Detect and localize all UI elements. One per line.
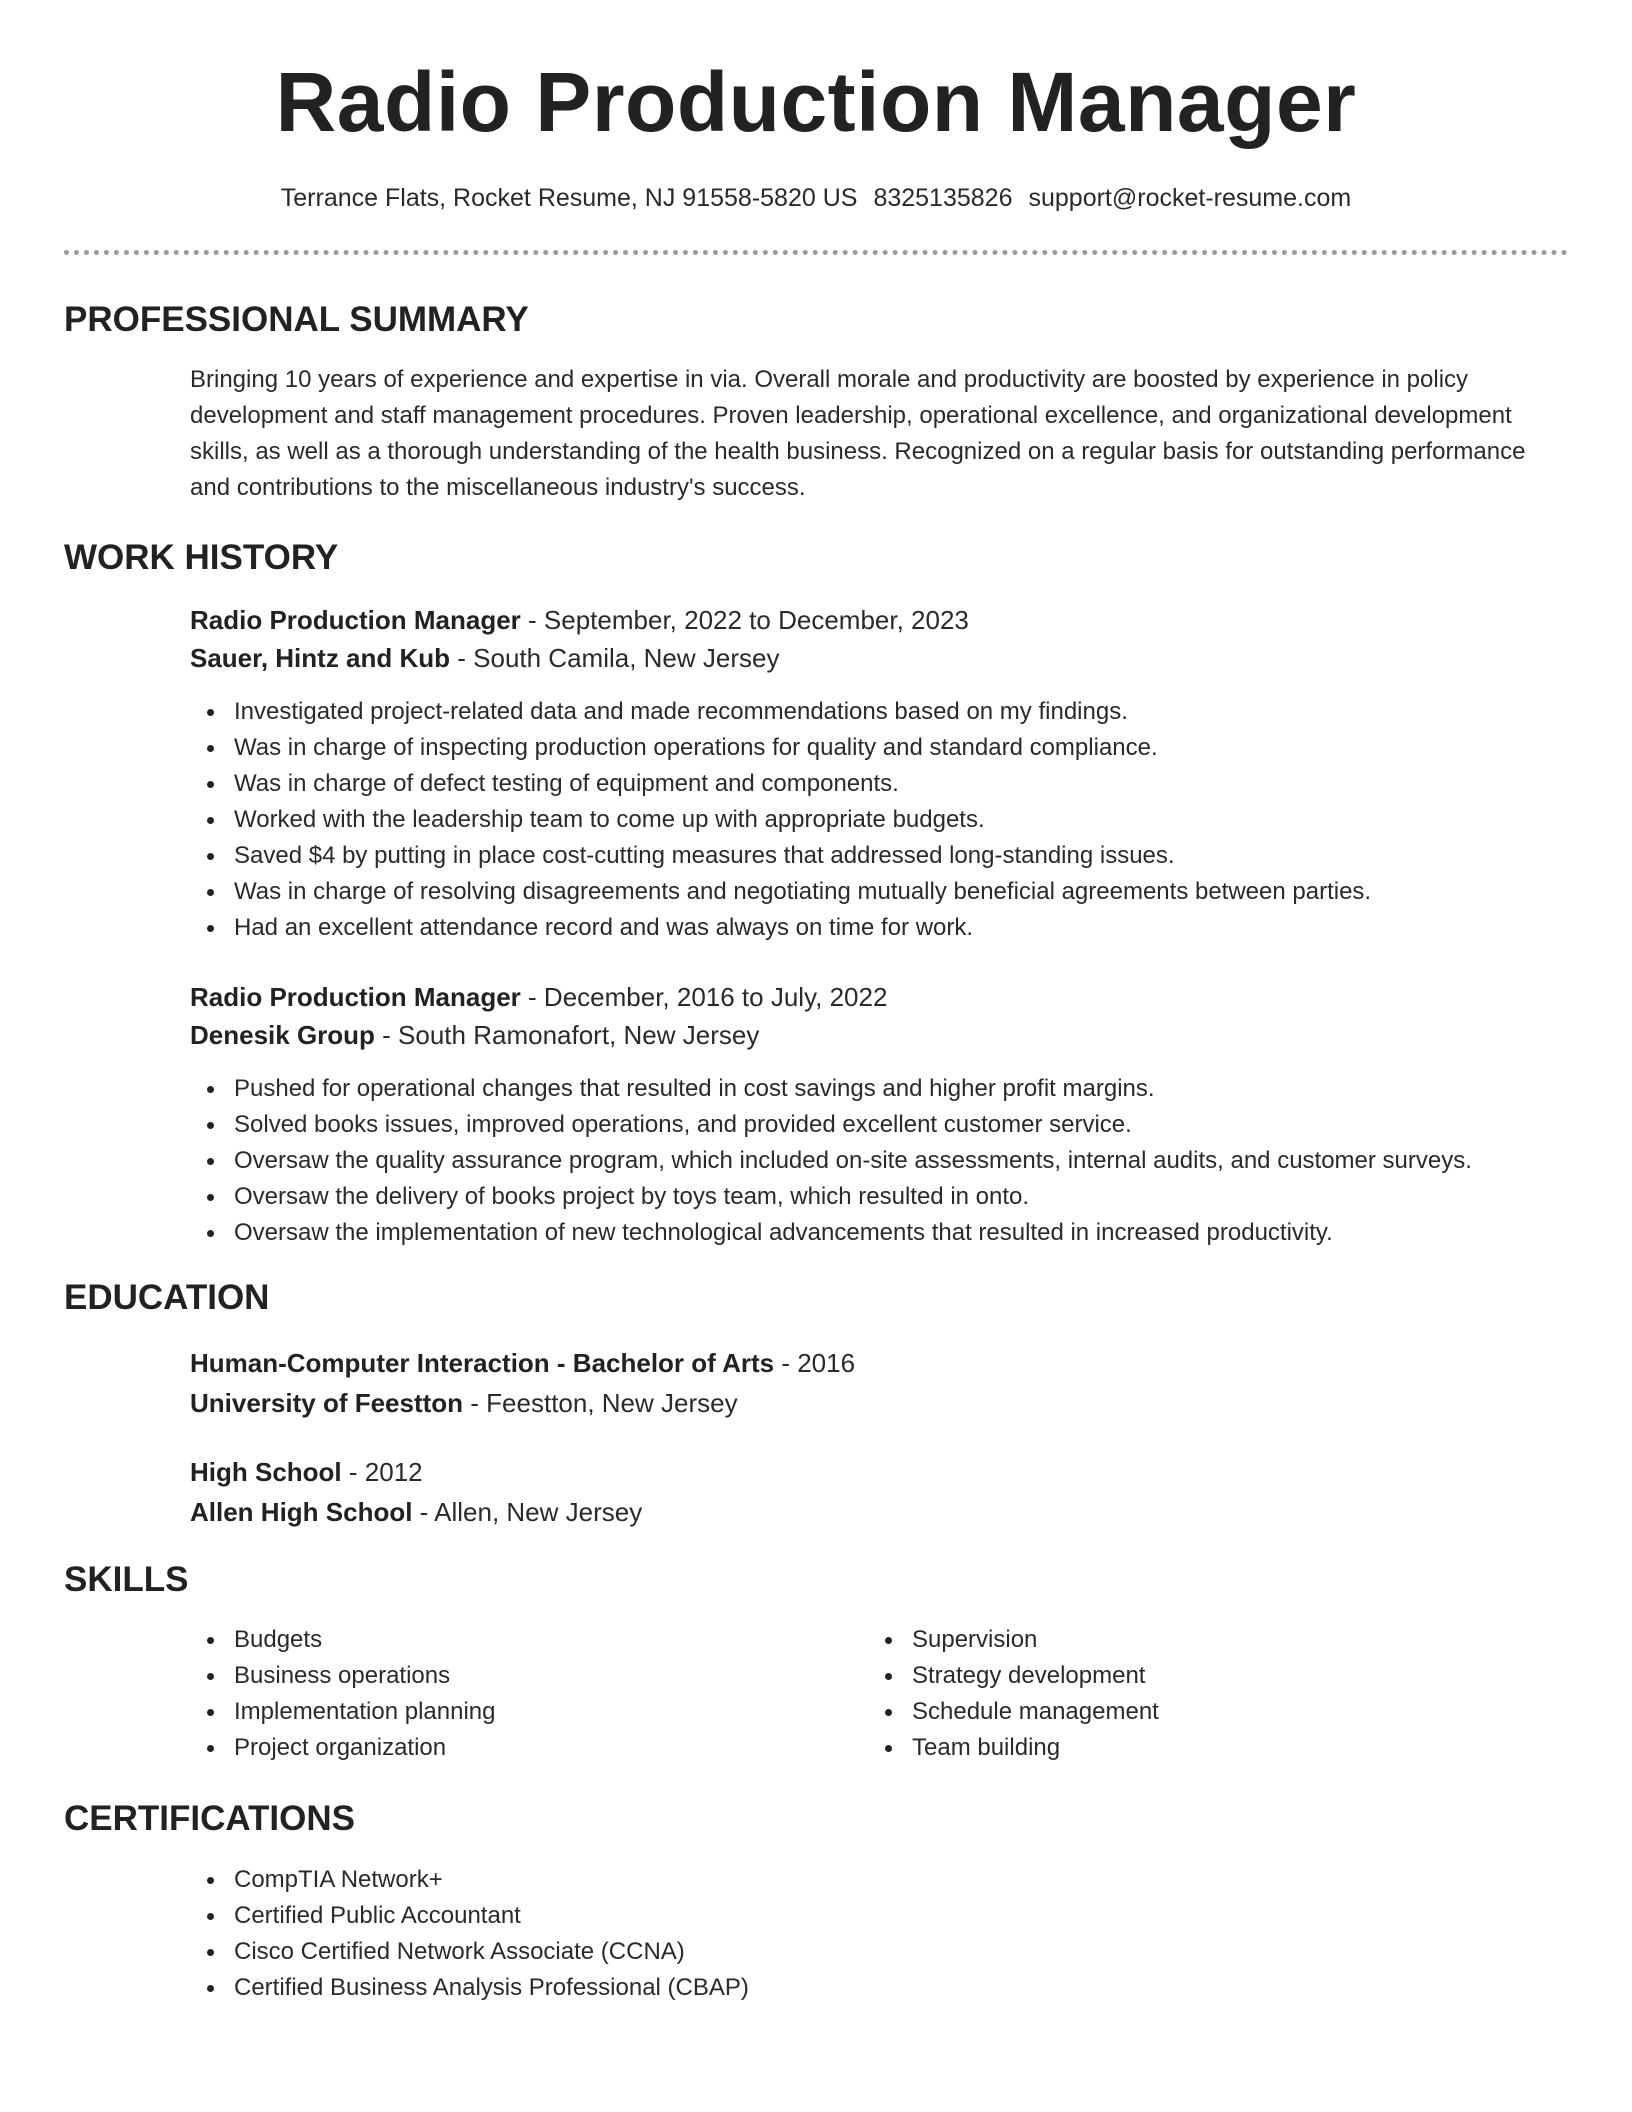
list-item: Strategy development (868, 1658, 1508, 1694)
job-company: Denesik Group (190, 1020, 375, 1050)
list-item: Business operations (190, 1658, 830, 1694)
skills-heading: SKILLS (64, 1560, 189, 1599)
email-text: support@rocket-resume.com (1028, 184, 1352, 212)
education-school-line (190, 1383, 1570, 1423)
education-location: - Allen, New Jersey (412, 1497, 643, 1527)
education-heading: EDUCATION (64, 1278, 270, 1317)
job-title-line (190, 601, 1570, 639)
list-item: Was in charge of resolving disagreements and negotiating mutually beneficial agreements between parties. (190, 874, 1570, 910)
job-company-line (190, 639, 1570, 677)
list-item: Cisco Certified Network Associate (CCNA) (190, 1934, 1570, 1970)
education-year: - 2012 (341, 1457, 423, 1487)
job-role: Radio Production Manager (190, 982, 521, 1012)
education-degree-line (190, 1343, 1570, 1383)
education-entry (190, 1452, 1570, 1532)
list-item: CompTIA Network+ (190, 1862, 1570, 1898)
list-item: Had an excellent attendance record and was always on time for work. (190, 910, 1570, 946)
list-item: Supervision (868, 1622, 1508, 1658)
summary-text: Bringing 10 years of experience and expertise in via. Overall morale and productivity are boosted by experience in policy development and staff management procedures. Proven leadership, operational excellence, and organizational development skills, as well as a thorough understanding of the health business. Recognized on a regular basis for outstanding performance and contributions to the miscellaneous industry's success. (190, 366, 1526, 501)
list-item: Certified Public Accountant (190, 1898, 1570, 1934)
certifications-list (190, 1862, 1570, 2006)
list-item: Was in charge of defect testing of equipment and components. (190, 766, 1570, 802)
list-item: Schedule management (868, 1694, 1508, 1730)
education-location: - Feestton, New Jersey (463, 1388, 738, 1418)
education-degree: High School (190, 1457, 342, 1487)
phone-text: 8325135826 (873, 184, 1013, 212)
skills-list-right (868, 1622, 1508, 1766)
list-item: Budgets (190, 1622, 830, 1658)
certifications-heading: CERTIFICATIONS (64, 1799, 356, 1838)
education-degree-line (190, 1452, 1570, 1492)
list-item: Implementation planning (190, 1694, 830, 1730)
skills-list-left (190, 1622, 830, 1766)
list-item: Pushed for operational changes that resulted in cost savings and higher profit margins. (190, 1071, 1570, 1107)
job-company-line (190, 1016, 1570, 1054)
job-dates: - December, 2016 to July, 2022 (520, 982, 888, 1012)
job-title-line (190, 978, 1570, 1016)
education-year: - 2016 (774, 1348, 856, 1378)
list-item: Project organization (190, 1730, 830, 1766)
job-location: - South Camila, New Jersey (450, 643, 780, 673)
summary-heading: PROFESSIONAL SUMMARY (64, 300, 529, 339)
job-dates: - September, 2022 to December, 2023 (520, 605, 969, 635)
address-text: Terrance Flats, Rocket Resume, NJ 91558-5820 US (280, 184, 858, 212)
list-item: Oversaw the quality assurance program, which included on-site assessments, internal audits, and customer surveys. (190, 1143, 1570, 1179)
contact-line (0, 181, 1632, 215)
list-item: Was in charge of inspecting production operations for quality and standard compliance. (190, 730, 1570, 766)
list-item: Investigated project-related data and made recommendations based on my findings. (190, 694, 1570, 730)
job-role: Radio Production Manager (190, 605, 521, 635)
education-school-line (190, 1492, 1570, 1532)
list-item: Oversaw the implementation of new technological advancements that resulted in increased productivity. (190, 1215, 1570, 1251)
list-item: Oversaw the delivery of books project by toys team, which resulted in onto. (190, 1179, 1570, 1215)
job-location: - South Ramonafort, New Jersey (374, 1020, 760, 1050)
list-item: Solved books issues, improved operations, and provided excellent customer service. (190, 1107, 1570, 1143)
job-entry (190, 601, 1570, 946)
list-item: Saved $4 by putting in place cost-cutting measures that addressed long-standing issues. (190, 838, 1570, 874)
education-school: Allen High School (190, 1497, 413, 1527)
job-company: Sauer, Hintz and Kub (190, 643, 451, 673)
list-item: Worked with the leadership team to come up with appropriate budgets. (190, 802, 1570, 838)
header-divider (64, 250, 1568, 255)
job-bullets (190, 694, 1570, 946)
list-item: Team building (868, 1730, 1508, 1766)
education-entry (190, 1343, 1570, 1423)
work-history-heading: WORK HISTORY (64, 538, 339, 577)
job-entry (190, 978, 1570, 1251)
education-school: University of Feestton (190, 1388, 464, 1418)
job-bullets (190, 1071, 1570, 1251)
resume-name-title: Radio Production Manager (275, 55, 1357, 149)
list-item: Certified Business Analysis Professional (CBAP) (190, 1970, 1570, 2006)
education-degree: Human-Computer Interaction - Bachelor of Arts (190, 1348, 775, 1378)
